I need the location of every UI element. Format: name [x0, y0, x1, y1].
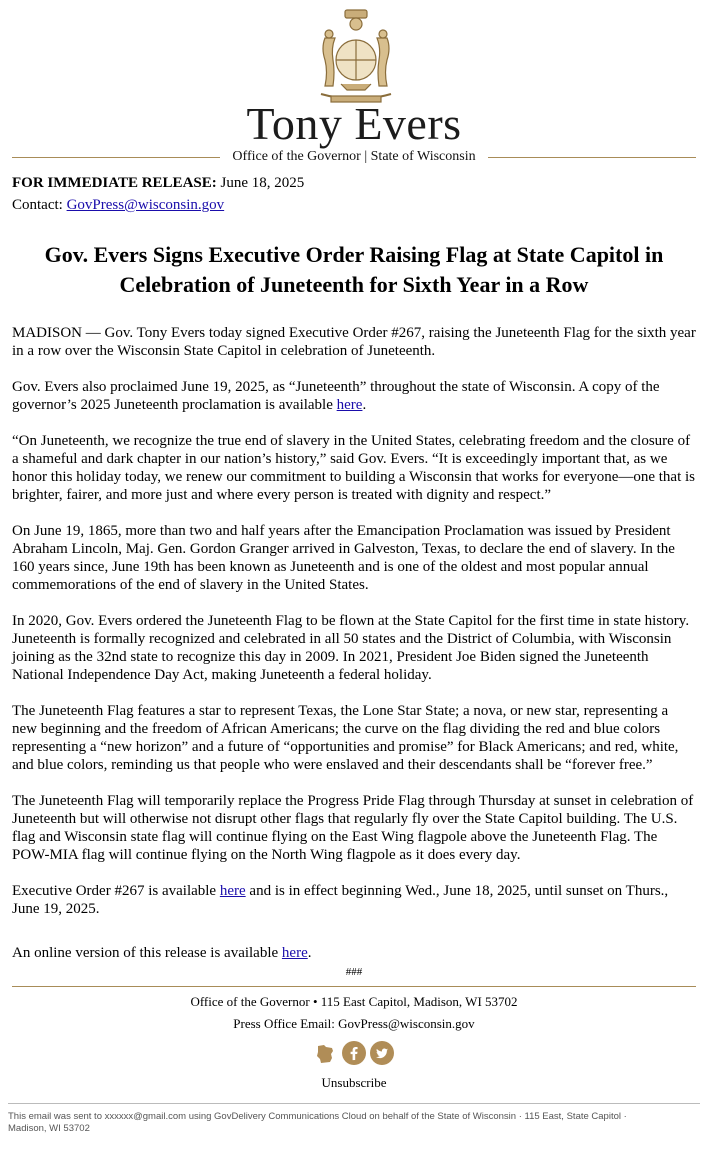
footer-press-email: Press Office Email: GovPress@wisconsin.gov	[233, 1016, 475, 1031]
footer	[12, 993, 696, 1091]
paragraph-text: and is in effect beginning Wed., June 18, 2025, until sunset on Thurs., June 19, 2025.	[12, 883, 669, 917]
facebook-icon[interactable]	[342, 1041, 366, 1065]
release-label: FOR IMMEDIATE RELEASE:	[12, 175, 217, 191]
paragraph-text: .	[307, 945, 312, 961]
wisconsin-state-seal-icon	[311, 8, 401, 108]
paragraph-online-version	[12, 944, 696, 962]
contact-line	[12, 194, 696, 216]
paragraph-text: An online version of this release is available	[12, 945, 282, 961]
executive-order-link[interactable]: here	[219, 883, 246, 899]
office-line: Office of the Governor | State of Wisconsin	[232, 149, 476, 164]
paragraph-intro: MADISON — Gov. Tony Evers today signed Executive Order #267, raising the Juneteenth Flag for the sixth year in a row over the Wisconsin State Capitol in celebration of Juneteenth.	[12, 325, 696, 359]
footer-address: Office of the Governor • 115 East Capitol, Madison, WI 53702	[190, 994, 518, 1009]
paragraph-flag-schedule: The Juneteenth Flag will temporarily replace the Progress Pride Flag through Thursday at sunset in celebration of Juneteenth but will otherwise not disrupt other flags that regularly fly over the State Capitol building. The U.S. flag and Wisconsin state flag will continue flying on the East Wing flagpole above the Juneteenth Flag. The POW-MIA flag will continue flying on the North Wing flagpole as it does every day.	[12, 793, 694, 863]
divider	[12, 157, 220, 158]
paragraph-proclamation	[12, 378, 696, 414]
twitter-icon[interactable]	[370, 1041, 394, 1065]
paragraph-history: On June 19, 1865, more than two and half years after the Emancipation Proclamation was issued by President Abraham Lincoln, Maj. Gen. Gordon Granger arrived in Galveston, Texas, to declare the end of slavery. In the 160 years since, June 19th has been known as Juneteenth and is one of the oldest and most popular annual commemorations of the end of slavery in the United States.	[12, 523, 675, 593]
disclaimer: This email was sent to xxxxxx@gmail.com using GovDelivery Communications Cloud on behalf of the State of Wisconsin · 115 East, State Capitol · Madison, WI 53702	[8, 1111, 627, 1134]
divider	[488, 157, 696, 158]
paragraph-executive-order	[12, 882, 696, 918]
headline: Gov. Evers Signs Executive Order Raising Flag at State Capitol in Celebration of Juneteenth for Sixth Year in a Row	[44, 242, 664, 297]
release-body	[0, 172, 708, 1091]
unsubscribe-link[interactable]: Unsubscribe	[321, 1075, 387, 1090]
paragraph-quote: “On Juneteenth, we recognize the true end of slavery in the United States, celebrating freedom and the closure of a shameful and dark chapter in our nation’s history,” said Gov. Evers. “It is exceedingly important that, as we honor this holiday today, we renew our commitment to building a Wisconsin that works for everyone—one that is brighter, fairer, and more just and where every person is treated with dignity and respect.”	[12, 433, 696, 503]
paragraph-flag-meaning: The Juneteenth Flag features a star to represent Texas, the Lone Star State; a nova, or new star, representing a new beginning and the freedom of African Americans; the curve on the flag dividing the red and blue colors representing a “new horizon” and a future of “opportunities and promise” for Black Americans; and red, white, and blue colors, reminding us that people who were enslaved and their descendants shall be “forever free.”	[12, 703, 679, 773]
release-meta	[12, 172, 696, 216]
proclamation-link[interactable]: here	[336, 397, 363, 413]
header-rule	[12, 148, 696, 166]
social-icons	[12, 1041, 696, 1065]
governor-name: Tony Evers	[246, 98, 462, 149]
paragraph-text: Gov. Evers also proclaimed June 19, 2025, as “Juneteenth” throughout the state of Wisconsin. A copy of the governor’s 2025 Juneteenth proclamation is available	[12, 379, 660, 413]
contact-email-link[interactable]: GovPress@wisconsin.gov	[66, 197, 225, 213]
footer-divider	[12, 986, 696, 987]
wisconsin-map-icon[interactable]	[314, 1041, 338, 1065]
paragraph-recognition: In 2020, Gov. Evers ordered the Juneteenth Flag to be flown at the State Capitol for the first time in state history. Juneteenth is formally recognized and celebrated in all 50 states and the District of Columbia, with Wisconsin joining as the 32nd state to recognize this day in 2009. In 2021, President Joe Biden signed the Juneteenth National Independence Day Act, making Juneteenth a federal holiday.	[12, 613, 690, 683]
email-header	[0, 0, 708, 172]
release-date-line	[12, 172, 696, 194]
paragraph-text: Executive Order #267 is available	[12, 883, 220, 899]
contact-label: Contact:	[12, 197, 63, 213]
end-mark: ###	[345, 966, 363, 978]
online-version-link[interactable]: here	[281, 945, 308, 961]
release-date: June 18, 2025	[220, 175, 305, 191]
paragraph-text: .	[362, 397, 367, 413]
